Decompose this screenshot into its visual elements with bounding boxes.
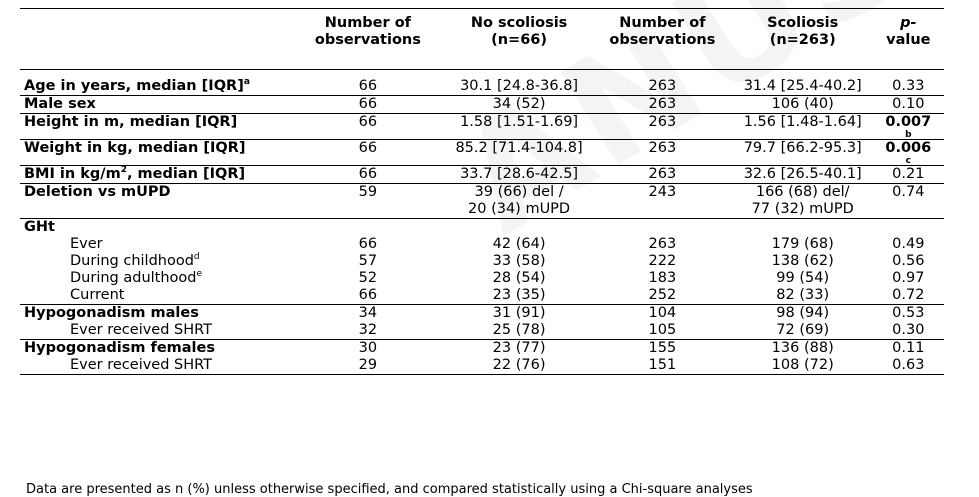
header-no-scoliosis: No scoliosis (n=66) xyxy=(446,9,592,70)
characteristics-table xyxy=(20,8,944,375)
table-row-shrt-females: Ever received SHRT 29 22 (76) 151 108 (72) 0.63 xyxy=(20,357,944,375)
table-row-male-sex: Male sex 66 34 (52) 263 106 (40) 0.10 xyxy=(20,96,944,114)
table-footnote: Data are presented as n (%) unless otherwise specified, and compared statistically using a Chi-square analyses xyxy=(26,482,753,497)
header-observations-2: Number of observations xyxy=(592,9,733,70)
table-row-ght-current: Current 66 23 (35) 252 82 (33) 0.72 xyxy=(20,287,944,305)
header-p-value: p- value xyxy=(873,9,944,70)
table-row-bmi: BMI in $kg/m^2$, median [IQR] 66 33.7 [28.6-42.5] 263 32.6 [26.5-40.1] 0.21 xyxy=(20,166,944,184)
table-row-ght-adulthood: During adulthood$^e$ 52 28 (54) 183 99 (54) 0.97 xyxy=(70,269,925,286)
table-row-ght-childhood: During childhood$^d$ 57 33 (58) 222 138 (62) 0.56 xyxy=(70,252,925,269)
header-empty xyxy=(20,9,290,70)
table-row-hypogonadism-males: Hypogonadism males 34 31 (91) 104 98 (94) 0.53 xyxy=(24,305,925,321)
table-header-row xyxy=(20,9,944,70)
table-row-hypogonadism-females: Hypogonadism females 30 23 (77) 155 136 (88) 0.11 xyxy=(24,340,925,356)
header-scoliosis: Scoliosis (n=263) xyxy=(733,9,873,70)
table-row-age: Age in years, median [IQR]$^a$ 66 30.1 [24.8-36.8] 263 31.4 [25.4-40.2] 0.33 xyxy=(20,70,944,96)
table-row-ght: GHt xyxy=(24,219,55,235)
table-row-weight: Weight in kg, median [IQR] 66 85.2 [71.4-104.8] 263 79.7 [66.2-95.3] 0.006 c xyxy=(20,140,944,166)
table-row-height: Height in m, median [IQR] 66 1.58 [1.51-1.69] 263 1.56 [1.48-1.64] 0.007 b xyxy=(20,114,944,140)
table-row-shrt-males: Ever received SHRT 32 25 (78) 105 72 (69) 0.30 xyxy=(20,322,944,340)
table-row-deletion: Deletion vs mUPD 59 39 (66) del / 20 (34) mUPD 243 166 (68) del/ 77 (32) mUPD 0.74 xyxy=(20,184,944,219)
table-row-ght-ever: Ever 66 42 (64) 263 179 (68) 0.49 xyxy=(70,236,925,252)
header-observations-1: Number of observations xyxy=(290,9,447,70)
